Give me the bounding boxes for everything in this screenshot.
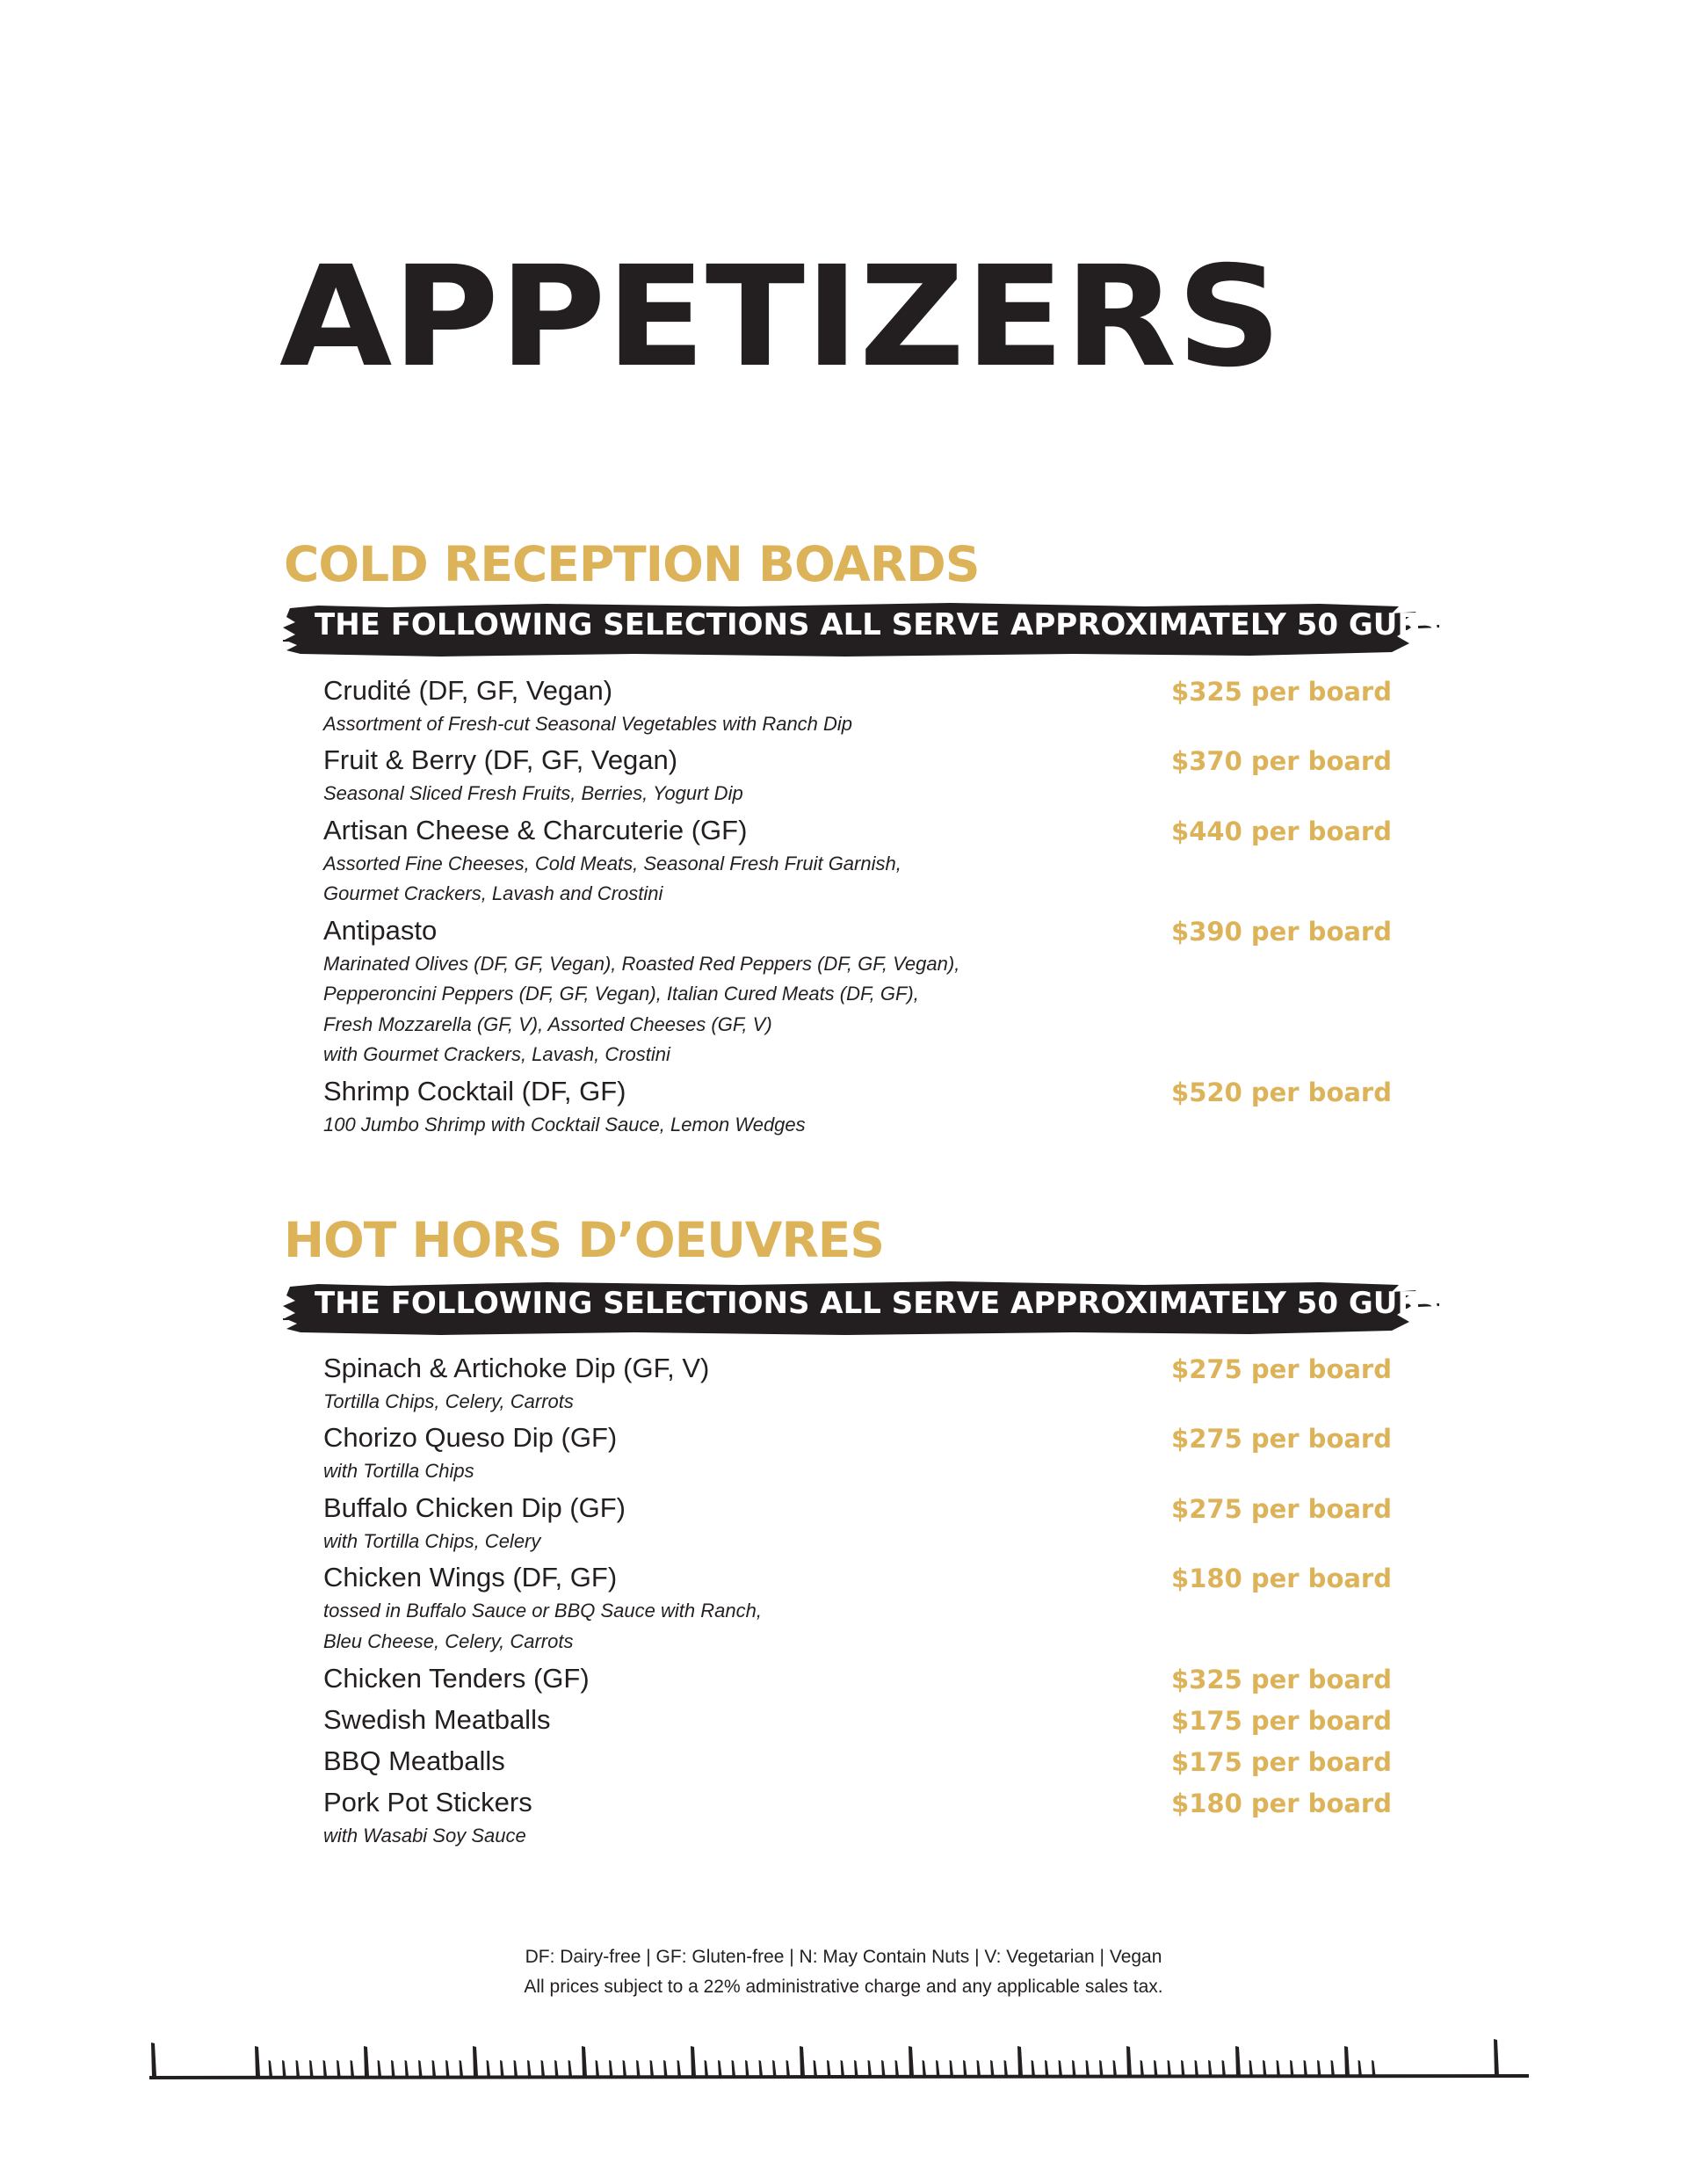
menu-item [323,913,1399,1070]
item-price: $175 per board [1171,1747,1392,1778]
ruler-tick [636,2060,641,2077]
item-name: Swedish Meatballs [323,1704,551,1736]
item-description [323,709,1399,740]
ruler-tick [691,2046,696,2077]
ruler-tick [759,2060,764,2077]
ruler-tick [1181,2060,1185,2077]
banner-text: THE FOLLOWING SELECTIONS ALL SERVE APPROXIMATELY 50 GUESTS [315,607,1481,642]
item-description [323,1456,1399,1487]
ruler-tick [255,2046,260,2077]
pricing-note: All prices subject to a 22% administrative charge and any applicable sales tax. [524,1976,1163,1997]
ruler-tick [868,2060,872,2077]
ruler-tick [418,2060,423,2077]
item-name: Artisan Cheese & Charcuterie (GF) [323,814,748,845]
ruler-tick [296,2060,300,2077]
menu-item [323,1074,1399,1140]
ruler-tick [487,2060,491,2077]
menu-item [323,1560,1399,1657]
ruler-tick [500,2060,504,2077]
ruler-tick [786,2060,791,2077]
ruler-tick [677,2060,682,2077]
ruler-tick [541,2060,546,2077]
ruler-tick [1126,2046,1132,2077]
ruler-tick [1222,2060,1227,2077]
ruler-decoration [145,2021,1533,2092]
ruler-tick [732,2060,736,2077]
ruler-tick [378,2060,382,2077]
item-description [323,849,1399,910]
ruler-tick [1099,2060,1104,2077]
item-description [323,949,1399,1070]
item-description-line: Fresh Mozzarella (GF, V), Assorted Cheeses (GF, V) [323,1012,772,1035]
ruler-tick [881,2060,886,2077]
ruler-tick [841,2060,845,2077]
item-name: BBQ Meatballs [323,1745,505,1777]
ruler-tick [650,2060,655,2077]
menu-item [323,673,1399,739]
ruler-tick [445,2060,450,2077]
item-description-line: with Tortilla Chips [323,1460,474,1483]
section-heading: HOT HORS D’OEUVRES [284,1212,884,1268]
ruler-tick [1372,2060,1376,2077]
item-description-line: Seasonal Sliced Fresh Fruits, Berries, Yogurt Dip [323,782,743,805]
ruler-tick [1154,2060,1158,2077]
ruler-tick [1045,2060,1049,2077]
item-price: $440 per board [1171,816,1392,846]
section-banner [283,601,1481,650]
item-name: Fruit & Berry (DF, GF, Vegan) [323,744,678,776]
ruler-tick [596,2060,600,2077]
item-description-line: tossed in Buffalo Sauce or BBQ Sauce with Ranch, [323,1600,762,1622]
item-description-line: Assortment of Fresh-cut Seasonal Vegetables with Ranch Dip [323,712,853,735]
ruler-tick [364,2046,369,2077]
item-description-line: Bleu Cheese, Celery, Carrots [323,1629,574,1652]
ruler-tick [323,2060,328,2077]
item-description [323,1821,1399,1852]
item-price: $390 per board [1171,916,1392,947]
ruler-tick [568,2060,573,2077]
ruler-tick [977,2060,981,2077]
ruler-tick [554,2060,559,2077]
item-price: $275 per board [1171,1493,1392,1524]
ruler-tick [527,2060,532,2077]
ruler-tick [269,2060,273,2077]
ruler-tick [432,2060,437,2077]
item-description [323,1110,1399,1141]
ruler-tick [337,2060,341,2077]
ruler-tick [854,2060,858,2077]
ruler-tick [950,2060,954,2077]
ruler-tick [351,2060,355,2077]
item-price: $175 per board [1171,1706,1392,1737]
ruler-tick [663,2060,668,2077]
ruler-tick [1195,2060,1199,2077]
ruler-tick [460,2060,464,2077]
ruler-tick [623,2060,627,2077]
ruler-tick [800,2046,805,2077]
ruler-tick [1168,2060,1172,2077]
ruler-tick [1059,2060,1063,2077]
ruler-tick [827,2060,831,2077]
ruler-tick [1358,2060,1363,2077]
ruler-tick [1208,2060,1213,2077]
menu-item [323,1661,1399,1697]
ruler-tick [1344,2046,1350,2077]
ruler-tick [514,2060,518,2077]
item-name: Antipasto [323,914,438,946]
ruler-tick [745,2060,749,2077]
ruler-tick [1032,2060,1036,2077]
item-description [323,1596,1399,1657]
item-description-line: Tortilla Chips, Celery, Carrots [323,1389,574,1412]
section-heading: COLD RECEPTION BOARDS [284,536,980,592]
menu-item [323,1491,1399,1556]
item-description-line: Assorted Fine Cheeses, Cold Meats, Seasonal Fresh Fruit Garnish, [323,852,901,874]
item-name: Crudité (DF, GF, Vegan) [323,675,613,706]
menu-item [323,1702,1399,1738]
ruler-tick [1304,2060,1308,2077]
ruler-tick [391,2060,395,2077]
menu-item [323,813,1399,910]
page-title: APPETIZERS [279,236,1282,398]
ruler-tick [582,2046,587,2077]
ruler-tick [909,2046,914,2077]
menu-item [323,1785,1399,1851]
item-price: $180 per board [1171,1564,1392,1594]
item-list [323,673,1399,1140]
ruler-tick [705,2060,709,2077]
item-name: Chorizo Queso Dip (GF) [323,1422,618,1454]
ruler-tick [1494,2039,1499,2077]
footer [0,1942,1687,2001]
item-price: $370 per board [1171,746,1392,777]
item-price: $325 per board [1171,1665,1392,1695]
item-description-line: with Gourmet Crackers, Lavash, Crostini [323,1043,670,1066]
ruler-tick [990,2060,995,2077]
ruler-tick [963,2060,967,2077]
ruler-tick [1072,2060,1076,2077]
ruler-tick [151,2043,156,2077]
ruler-tick [1263,2060,1267,2077]
item-description-line: Gourmet Crackers, Lavash and Crostini [323,882,663,905]
banner-text: THE FOLLOWING SELECTIONS ALL SERVE APPROXIMATELY 50 GUESTS [315,1286,1481,1321]
ruler-tick [1140,2060,1145,2077]
ruler-tick [405,2060,409,2077]
ruler-tick [1086,2060,1090,2077]
item-price: $520 per board [1171,1077,1392,1107]
dietary-legend: DF: Dairy-free | GF: Gluten-free | N: May Contain Nuts | V: Vegetarian | Vegan [525,1947,1162,1967]
ruler-tick [1235,2046,1241,2077]
menu-item [323,743,1399,809]
section-banner [283,1280,1481,1329]
item-description-line: Marinated Olives (DF, GF, Vegan), Roasted Red Peppers (DF, GF, Vegan), [323,952,960,975]
ruler-tick [1113,2060,1118,2077]
ruler-tick [936,2060,940,2077]
ruler-tick [1290,2060,1294,2077]
ruler-tick [609,2060,613,2077]
item-name: Spinach & Artichoke Dip (GF, V) [323,1353,710,1383]
ruler-tick [1317,2060,1321,2077]
ruler-tick [895,2060,900,2077]
item-description-line: 100 Jumbo Shrimp with Cocktail Sauce, Lemon Wedges [323,1113,806,1136]
item-name: Shrimp Cocktail (DF, GF) [323,1075,626,1107]
ruler-tick [772,2060,777,2077]
ruler-tick [1004,2060,1009,2077]
menu-item [323,1420,1399,1486]
ruler-baseline [149,2074,1529,2079]
item-description [323,1387,1399,1418]
ruler-tick [473,2046,478,2077]
item-price: $275 per board [1171,1424,1392,1455]
item-description-line: Pepperoncini Peppers (DF, GF, Vegan), Italian Cured Meats (DF, GF), [323,983,919,1005]
item-description [323,1527,1399,1557]
item-price: $325 per board [1171,677,1392,707]
item-price: $180 per board [1171,1789,1392,1818]
ruler-tick [282,2060,286,2077]
item-description [323,779,1399,809]
item-list [323,1351,1399,1851]
menu-item [323,1351,1399,1417]
ruler-tick [1017,2046,1023,2077]
menu-item [323,1744,1399,1780]
item-name: Chicken Tenders (GF) [323,1663,590,1694]
ruler-tick [814,2060,818,2077]
ruler-tick [1331,2060,1336,2077]
ruler-tick [718,2060,722,2077]
item-name: Buffalo Chicken Dip (GF) [323,1491,626,1523]
item-description-line: with Tortilla Chips, Celery [323,1529,541,1552]
ruler-tick [1277,2060,1281,2077]
ruler-tick [923,2060,927,2077]
item-price: $275 per board [1171,1354,1392,1384]
item-name: Chicken Wings (DF, GF) [323,1562,618,1593]
item-description-line: with Wasabi Soy Sauce [323,1824,526,1847]
item-name: Pork Pot Stickers [323,1787,532,1818]
ruler-tick [309,2060,314,2077]
ruler-tick [1249,2060,1254,2077]
